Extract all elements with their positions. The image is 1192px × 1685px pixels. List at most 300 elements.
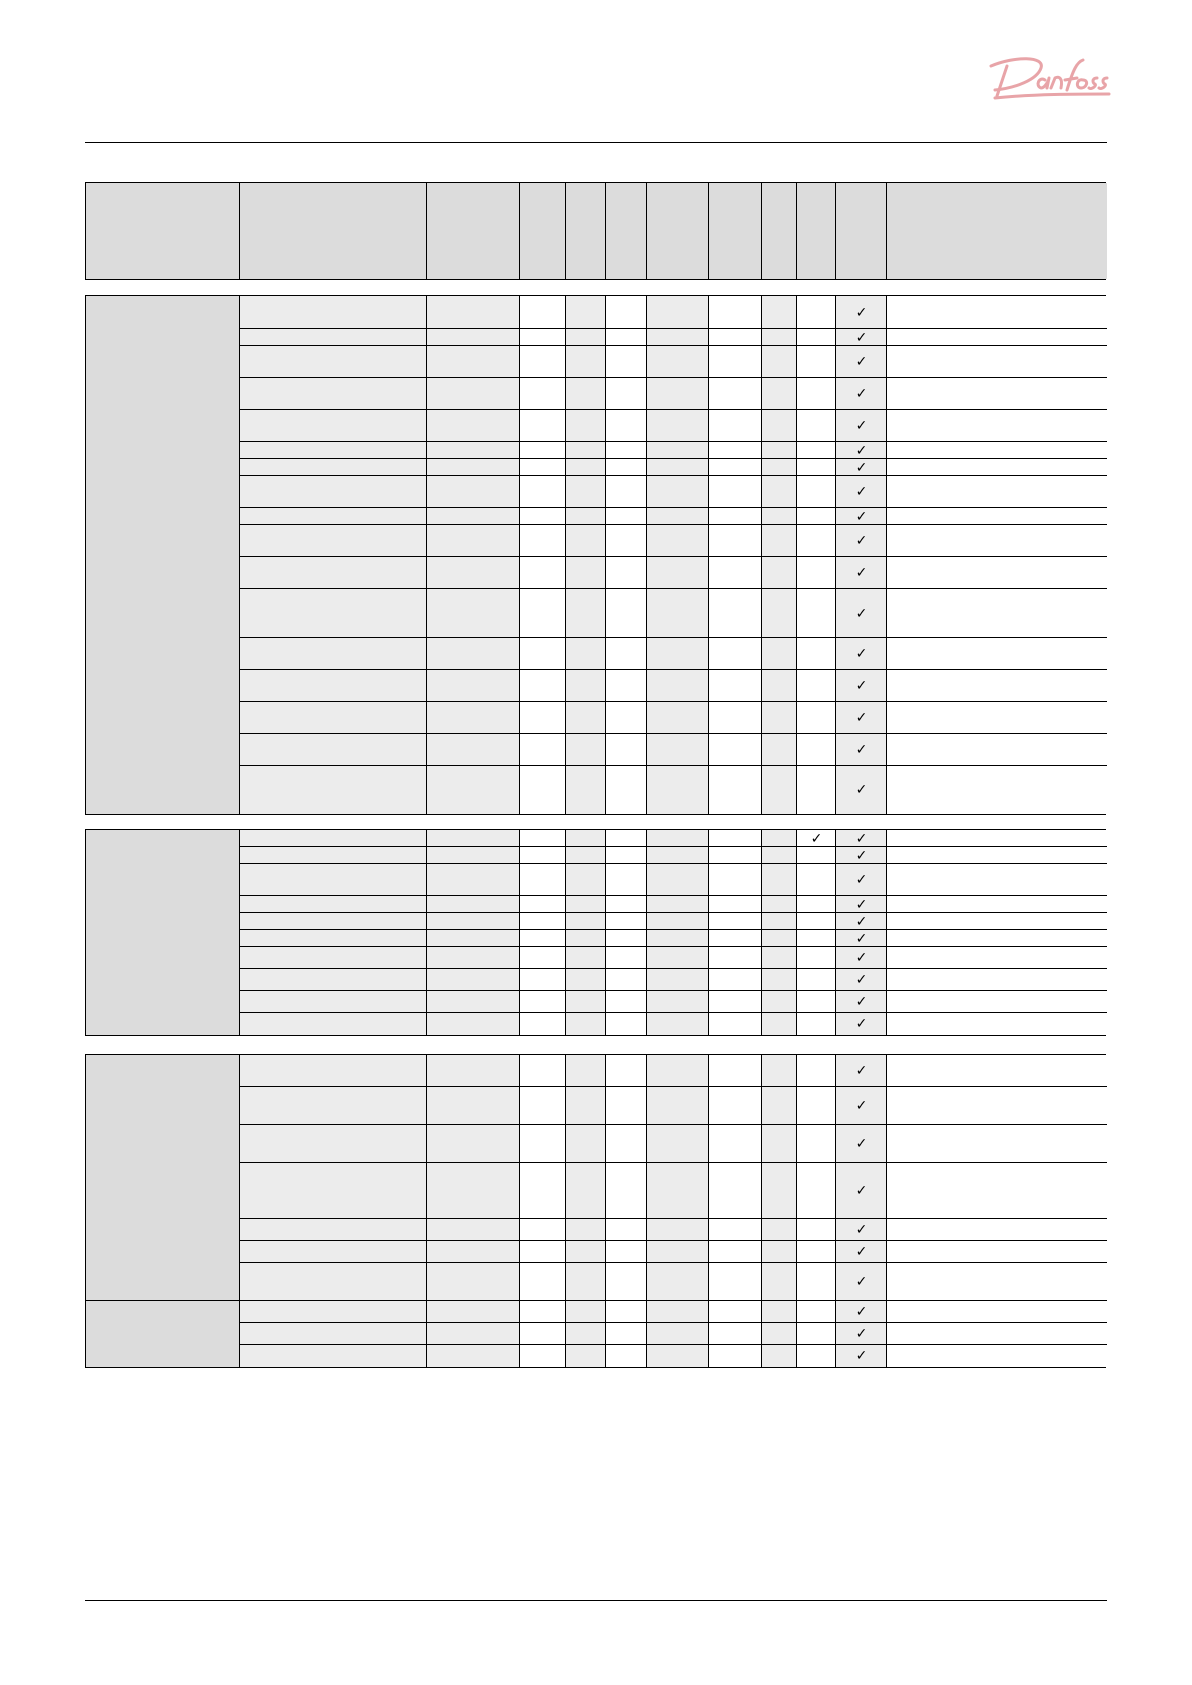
table-cell <box>606 525 647 557</box>
header-cell <box>520 183 566 279</box>
table-cell <box>887 1163 1107 1219</box>
table-cell <box>240 913 427 930</box>
table-cell <box>762 913 797 930</box>
table-cell <box>520 508 566 525</box>
table-cell <box>566 1345 606 1367</box>
table-cell <box>887 702 1107 734</box>
table-cell <box>240 378 427 410</box>
table-cell <box>520 410 566 442</box>
table-cell <box>709 346 762 378</box>
table-cell <box>647 1125 709 1163</box>
table-cell <box>762 346 797 378</box>
table-cell <box>709 589 762 638</box>
table-cell <box>709 410 762 442</box>
table-cell <box>797 1013 836 1035</box>
table-cell <box>647 329 709 346</box>
table-cell <box>887 847 1107 864</box>
check-mark-icon: ✓ <box>810 830 823 847</box>
table-cell <box>566 1241 606 1263</box>
table-cell <box>606 1219 647 1241</box>
table-cell <box>887 670 1107 702</box>
table-cell <box>427 734 520 766</box>
table-cell <box>520 670 566 702</box>
table-cell <box>709 913 762 930</box>
table-cell <box>887 1125 1107 1163</box>
table-cell <box>762 378 797 410</box>
table-cell <box>520 1163 566 1219</box>
table-cell <box>647 476 709 508</box>
table-cell <box>762 1323 797 1345</box>
header-cell <box>606 183 647 279</box>
table-section-1 <box>85 295 1106 815</box>
check-mark-icon: ✓ <box>855 930 868 947</box>
table-cell <box>709 1125 762 1163</box>
table-section-2 <box>85 829 1106 1036</box>
check-mark-icon: ✓ <box>855 304 868 321</box>
table-cell <box>647 1219 709 1241</box>
table-cell <box>647 702 709 734</box>
table-cell <box>520 991 566 1013</box>
table-cell <box>566 410 606 442</box>
table-cell <box>427 508 520 525</box>
table-cell <box>887 329 1107 346</box>
header-cell <box>797 183 836 279</box>
table-cell <box>647 557 709 589</box>
table-cell <box>887 1087 1107 1125</box>
table-cell <box>709 557 762 589</box>
table-cell <box>606 830 647 847</box>
table-cell <box>709 766 762 814</box>
table-cell <box>240 329 427 346</box>
table-cell <box>797 991 836 1013</box>
table-cell <box>240 638 427 670</box>
table-cell <box>647 991 709 1013</box>
table-cell <box>427 830 520 847</box>
table-cell <box>566 864 606 896</box>
table-cell <box>566 947 606 969</box>
table-cell <box>887 734 1107 766</box>
table-cell <box>606 442 647 459</box>
table-cell <box>520 1241 566 1263</box>
table-cell <box>427 410 520 442</box>
table-cell <box>240 1345 427 1367</box>
header-cell <box>240 183 427 279</box>
table-cell <box>709 638 762 670</box>
table-cell <box>606 896 647 913</box>
check-mark-icon: ✓ <box>855 329 868 346</box>
table-cell <box>520 1055 566 1087</box>
table-cell <box>647 378 709 410</box>
table-cell <box>427 702 520 734</box>
table-cell <box>606 508 647 525</box>
table-cell <box>797 896 836 913</box>
table-cell <box>606 734 647 766</box>
table-cell <box>762 525 797 557</box>
table-cell <box>887 1013 1107 1035</box>
table-cell <box>566 508 606 525</box>
bottom-rule <box>85 1600 1107 1601</box>
header-cell <box>647 183 709 279</box>
table-cell <box>887 991 1107 1013</box>
table-cell <box>427 1323 520 1345</box>
table-cell <box>762 830 797 847</box>
table-cell <box>240 864 427 896</box>
table-header <box>85 182 1106 280</box>
table-cell <box>647 864 709 896</box>
table-cell <box>887 930 1107 947</box>
table-cell <box>240 1055 427 1087</box>
table-cell <box>762 410 797 442</box>
table-cell <box>606 476 647 508</box>
check-mark-icon: ✓ <box>855 1304 868 1320</box>
table-cell <box>520 476 566 508</box>
table-cell <box>647 1301 709 1323</box>
table-cell <box>606 296 647 329</box>
table-cell <box>427 1345 520 1367</box>
check-mark-icon: ✓ <box>855 913 868 930</box>
table-cell <box>606 1013 647 1035</box>
table-cell <box>566 896 606 913</box>
table-cell <box>762 476 797 508</box>
table-cell <box>566 991 606 1013</box>
table-cell <box>427 1301 520 1323</box>
table-cell <box>887 508 1107 525</box>
table-cell <box>647 734 709 766</box>
check-mark-icon: ✓ <box>855 1016 868 1032</box>
table-cell <box>240 847 427 864</box>
table-cell <box>427 930 520 947</box>
table-cell <box>240 734 427 766</box>
table-cell <box>427 991 520 1013</box>
table-cell <box>887 296 1107 329</box>
table-cell <box>647 830 709 847</box>
table-cell <box>520 969 566 991</box>
check-mark-icon: ✓ <box>855 605 868 622</box>
table-cell <box>606 1087 647 1125</box>
table-cell <box>427 670 520 702</box>
table-cell <box>647 459 709 476</box>
check-mark-icon: ✓ <box>855 830 868 847</box>
table-cell <box>427 1241 520 1263</box>
table-cell <box>709 442 762 459</box>
table-cell <box>240 557 427 589</box>
check-mark-icon: ✓ <box>855 994 868 1010</box>
table-cell <box>606 991 647 1013</box>
table-cell <box>762 296 797 329</box>
table-cell <box>606 410 647 442</box>
table-cell <box>427 969 520 991</box>
table-cell <box>520 830 566 847</box>
table-cell <box>240 410 427 442</box>
table-cell <box>240 1087 427 1125</box>
table-cell <box>240 459 427 476</box>
table-cell <box>606 1125 647 1163</box>
check-mark-icon: ✓ <box>855 386 868 402</box>
check-mark-icon: ✓ <box>855 646 868 662</box>
table-cell <box>797 969 836 991</box>
table-cell <box>240 930 427 947</box>
table-cell <box>647 442 709 459</box>
table-cell <box>566 1087 606 1125</box>
table-cell <box>709 947 762 969</box>
table-cell <box>566 766 606 814</box>
table-cell <box>520 930 566 947</box>
header-cell <box>762 183 797 279</box>
table-cell <box>240 296 427 329</box>
table-cell <box>427 296 520 329</box>
check-mark-icon: ✓ <box>855 354 868 370</box>
table-cell <box>647 525 709 557</box>
table-cell <box>647 508 709 525</box>
table-cell <box>709 1163 762 1219</box>
table-cell <box>520 896 566 913</box>
table-cell <box>887 589 1107 638</box>
table-cell <box>566 442 606 459</box>
table-cell <box>520 557 566 589</box>
table-cell <box>709 459 762 476</box>
table-cell <box>887 346 1107 378</box>
table-cell <box>762 734 797 766</box>
table-cell <box>887 476 1107 508</box>
table-cell <box>797 1263 836 1301</box>
check-mark-icon: ✓ <box>855 972 868 988</box>
table-cell <box>566 702 606 734</box>
table-cell <box>427 557 520 589</box>
table-cell <box>566 378 606 410</box>
table-cell <box>520 864 566 896</box>
table-cell <box>887 896 1107 913</box>
table-cell <box>427 525 520 557</box>
table-cell <box>797 638 836 670</box>
table-cell <box>647 1163 709 1219</box>
table-cell <box>566 1125 606 1163</box>
table-cell <box>520 459 566 476</box>
table-cell <box>797 525 836 557</box>
check-mark-icon: ✓ <box>855 1136 868 1152</box>
check-mark-icon: ✓ <box>855 459 868 476</box>
table-cell <box>427 378 520 410</box>
header-cell <box>836 183 887 279</box>
table-cell <box>606 930 647 947</box>
table-cell <box>887 410 1107 442</box>
table-cell <box>647 638 709 670</box>
table-cell <box>709 1263 762 1301</box>
table-cell <box>887 378 1107 410</box>
table-cell <box>427 442 520 459</box>
table-cell <box>606 589 647 638</box>
table-cell <box>887 969 1107 991</box>
table-cell <box>709 1013 762 1035</box>
table-cell <box>566 1013 606 1035</box>
table-cell <box>709 1219 762 1241</box>
table-cell <box>427 1219 520 1241</box>
table-cell <box>797 734 836 766</box>
table-cell <box>887 525 1107 557</box>
table-cell <box>797 670 836 702</box>
table-cell <box>647 589 709 638</box>
table-cell <box>797 378 836 410</box>
table-cell <box>887 1323 1107 1345</box>
table-cell <box>520 296 566 329</box>
table-cell <box>647 766 709 814</box>
table-cell <box>520 525 566 557</box>
table-cell <box>240 1163 427 1219</box>
check-mark-icon: ✓ <box>855 847 868 864</box>
table-cell <box>427 346 520 378</box>
check-mark-icon: ✓ <box>855 782 868 798</box>
table-cell <box>566 913 606 930</box>
table-cell <box>647 1263 709 1301</box>
table-cell <box>797 1087 836 1125</box>
table-cell <box>709 508 762 525</box>
table-cell <box>797 766 836 814</box>
table-cell <box>797 1125 836 1163</box>
table-cell <box>709 702 762 734</box>
table-cell <box>762 670 797 702</box>
top-rule <box>85 142 1107 143</box>
table-section-3 <box>85 1054 1106 1368</box>
table-cell <box>566 1055 606 1087</box>
table-cell <box>606 847 647 864</box>
table-cell <box>606 670 647 702</box>
group-label-cell <box>86 1055 240 1301</box>
table-cell <box>762 847 797 864</box>
table-cell <box>647 930 709 947</box>
header-cell <box>427 183 520 279</box>
table-cell <box>606 329 647 346</box>
table-cell <box>797 1241 836 1263</box>
table-cell <box>427 589 520 638</box>
table-cell <box>709 847 762 864</box>
check-mark-icon: ✓ <box>855 508 868 525</box>
table-cell <box>427 947 520 969</box>
table-cell <box>606 1345 647 1367</box>
table-cell <box>762 969 797 991</box>
table-cell <box>709 830 762 847</box>
check-mark-icon: ✓ <box>855 950 868 966</box>
table-cell <box>520 1345 566 1367</box>
table-cell <box>797 702 836 734</box>
table-cell <box>762 1013 797 1035</box>
table-cell <box>762 1301 797 1323</box>
table-cell <box>647 913 709 930</box>
table-cell <box>566 638 606 670</box>
check-mark-icon: ✓ <box>855 484 868 500</box>
table-cell <box>520 734 566 766</box>
check-mark-icon: ✓ <box>855 1063 868 1079</box>
table-cell <box>606 557 647 589</box>
table-cell <box>566 1323 606 1345</box>
table-cell <box>520 847 566 864</box>
table-cell <box>566 1301 606 1323</box>
table-cell <box>240 969 427 991</box>
table-cell <box>566 329 606 346</box>
table-cell <box>709 930 762 947</box>
table-cell <box>520 378 566 410</box>
table-cell <box>797 847 836 864</box>
table-cell <box>797 1345 836 1367</box>
table-cell <box>647 1345 709 1367</box>
group-label-cell <box>86 1301 240 1367</box>
table-cell <box>240 702 427 734</box>
table-cell <box>606 766 647 814</box>
table-cell <box>520 766 566 814</box>
table-cell <box>566 930 606 947</box>
table-cell <box>647 1241 709 1263</box>
table-cell <box>240 991 427 1013</box>
table-cell <box>240 1219 427 1241</box>
table-cell <box>762 442 797 459</box>
table-cell <box>606 947 647 969</box>
table-cell <box>797 1323 836 1345</box>
table-cell <box>520 346 566 378</box>
table-cell <box>606 1241 647 1263</box>
table-cell <box>520 1125 566 1163</box>
table-cell <box>240 442 427 459</box>
table-cell <box>887 830 1107 847</box>
table-cell <box>762 638 797 670</box>
table-cell <box>606 1323 647 1345</box>
table-cell <box>797 329 836 346</box>
table-cell <box>240 670 427 702</box>
table-cell <box>709 329 762 346</box>
table-cell <box>887 1301 1107 1323</box>
table-cell <box>566 670 606 702</box>
table-cell <box>887 1241 1107 1263</box>
check-mark-icon: ✓ <box>855 1098 868 1114</box>
table-cell <box>762 1055 797 1087</box>
table-cell <box>797 410 836 442</box>
table-cell <box>709 864 762 896</box>
table-cell <box>797 1055 836 1087</box>
table-cell <box>427 1055 520 1087</box>
table-cell <box>427 864 520 896</box>
check-mark-icon: ✓ <box>855 565 868 581</box>
table-cell <box>797 476 836 508</box>
table-cell <box>647 947 709 969</box>
table-cell <box>240 1013 427 1035</box>
table-cell <box>647 1087 709 1125</box>
table-cell <box>606 1263 647 1301</box>
table-cell <box>566 589 606 638</box>
table-cell <box>240 1301 427 1323</box>
table-cell <box>762 1163 797 1219</box>
table-cell <box>427 459 520 476</box>
table-cell <box>762 702 797 734</box>
check-mark-icon: ✓ <box>855 533 868 549</box>
table-cell <box>520 947 566 969</box>
check-mark-icon: ✓ <box>855 1326 868 1342</box>
table-cell <box>427 1163 520 1219</box>
table-cell <box>797 508 836 525</box>
table-cell <box>709 1345 762 1367</box>
check-mark-icon: ✓ <box>855 896 868 913</box>
table-cell <box>709 991 762 1013</box>
table-cell <box>797 947 836 969</box>
table-cell <box>887 1219 1107 1241</box>
table-cell <box>606 638 647 670</box>
table-cell <box>762 766 797 814</box>
table-cell <box>566 830 606 847</box>
check-mark-icon: ✓ <box>855 1244 868 1260</box>
table-cell <box>520 1263 566 1301</box>
table-cell <box>797 864 836 896</box>
table-cell <box>427 638 520 670</box>
table-cell <box>762 1087 797 1125</box>
table-cell <box>762 508 797 525</box>
table-cell <box>606 1055 647 1087</box>
table-cell <box>797 442 836 459</box>
